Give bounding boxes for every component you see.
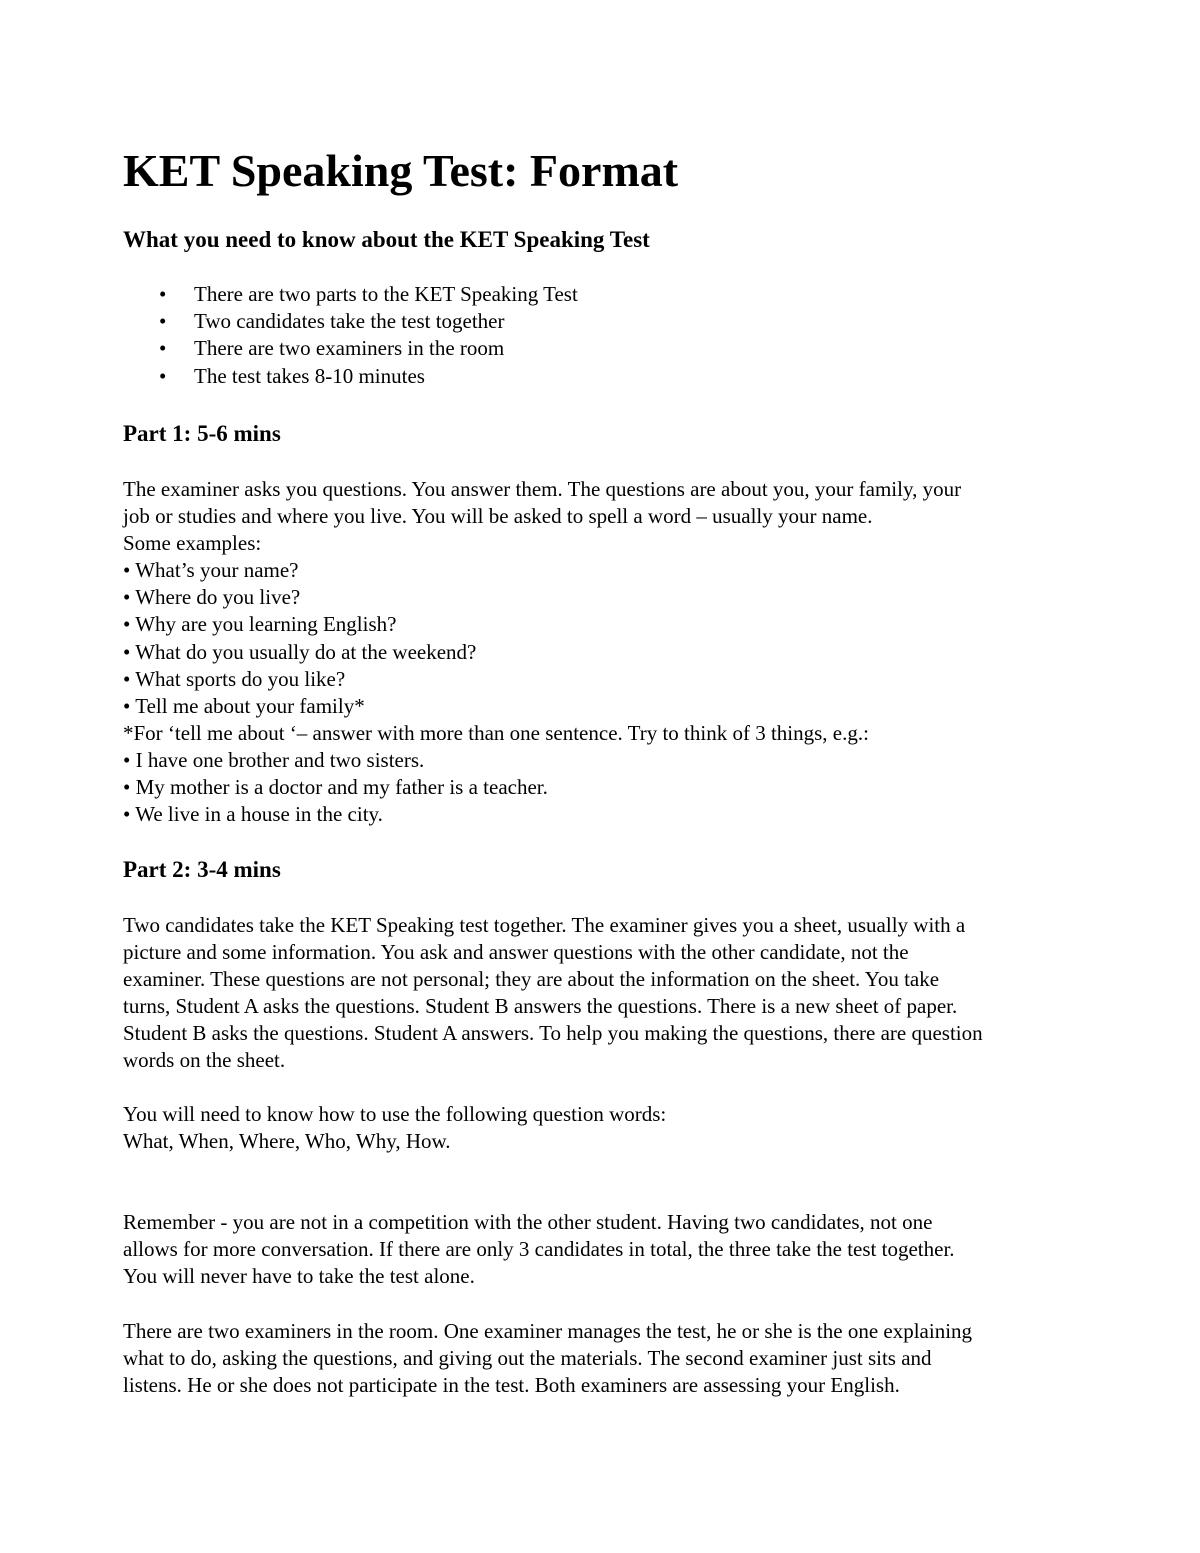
part2-paragraph-2 xyxy=(123,1101,1113,1155)
text-line: listens. He or she does not participate in the test. Both examiners are assessing your English. xyxy=(123,1373,900,1398)
example-answer: • My mother is a doctor and my father is a teacher. xyxy=(123,775,548,800)
list-item: • There are two parts to the KET Speaking Test xyxy=(123,281,578,308)
list-item: • There are two examiners in the room xyxy=(123,335,578,362)
example-question: • Why are you learning English? xyxy=(123,612,397,637)
text-line: what to do, asking the questions, and giving out the materials. The second examiner just sits and xyxy=(123,1346,932,1371)
text-line: examiner. These questions are not personal; they are about the information on the sheet. You take xyxy=(123,967,940,992)
example-answer: • We live in a house in the city. xyxy=(123,802,383,827)
text-line: words on the sheet. xyxy=(123,1048,286,1073)
part1-body xyxy=(123,476,1113,828)
part1-heading: Part 1: 5-6 mins xyxy=(123,421,281,446)
text-line: What, When, Where, Who, Why, How. xyxy=(123,1129,451,1154)
example-question: • Tell me about your family* xyxy=(123,693,365,718)
intro-heading: What you need to know about the KET Speaking Test xyxy=(123,227,650,252)
bullet-icon: • xyxy=(159,309,167,334)
text-line: Remember - you are not in a competition with the other student. Having two candidates, not one xyxy=(123,1210,933,1234)
bullet-icon: • xyxy=(159,282,167,306)
text-line: You will never have to take the test alone. xyxy=(123,1264,475,1289)
intro-bullet-list xyxy=(123,281,578,390)
example-answer: • I have one brother and two sisters. xyxy=(123,747,425,772)
footnote-line: *For ‘tell me about ‘– answer with more than one sentence. Try to think of 3 things, e.g.: xyxy=(123,720,869,745)
bullet-icon: • xyxy=(159,336,167,361)
text-line: picture and some information. You ask and answer questions with the other candidate, not the xyxy=(123,940,909,965)
part2-heading: Part 2: 3-4 mins xyxy=(123,857,281,882)
part2-paragraph-1 xyxy=(123,912,1113,1075)
text-line: You will need to know how to use the following question words: xyxy=(123,1102,667,1126)
list-item: • The test takes 8-10 minutes xyxy=(123,363,578,390)
text-line: There are two examiners in the room. One examiner manages the test, he or she is the one explaining xyxy=(123,1319,973,1343)
document-title: KET Speaking Test: Format xyxy=(123,145,679,196)
part2-paragraph-3 xyxy=(123,1209,1113,1290)
text-line: Some examples: xyxy=(123,531,262,556)
text-line: Two candidates take the KET Speaking test together. The examiner gives you a sheet, usually with a xyxy=(123,913,966,937)
part2-paragraph-4 xyxy=(123,1318,1113,1399)
example-question: • What sports do you like? xyxy=(123,666,346,691)
example-question: • Where do you live? xyxy=(123,585,301,610)
example-question: • What’s your name? xyxy=(123,558,299,583)
text-line: Student B asks the questions. Student A answers. To help you making the questions, there are question xyxy=(123,1021,983,1046)
text-line: job or studies and where you live. You will be asked to spell a word – usually your name. xyxy=(123,504,873,529)
bullet-icon: • xyxy=(159,363,167,388)
list-item: • Two candidates take the test together xyxy=(123,308,578,335)
text-line: The examiner asks you questions. You answer them. The questions are about you, your family, your xyxy=(123,477,962,501)
text-line: turns, Student A asks the questions. Student B answers the questions. There is a new sheet of paper. xyxy=(123,994,958,1019)
example-question: • What do you usually do at the weekend? xyxy=(123,639,477,664)
text-line: allows for more conversation. If there are only 3 candidates in total, the three take the test together. xyxy=(123,1237,955,1262)
